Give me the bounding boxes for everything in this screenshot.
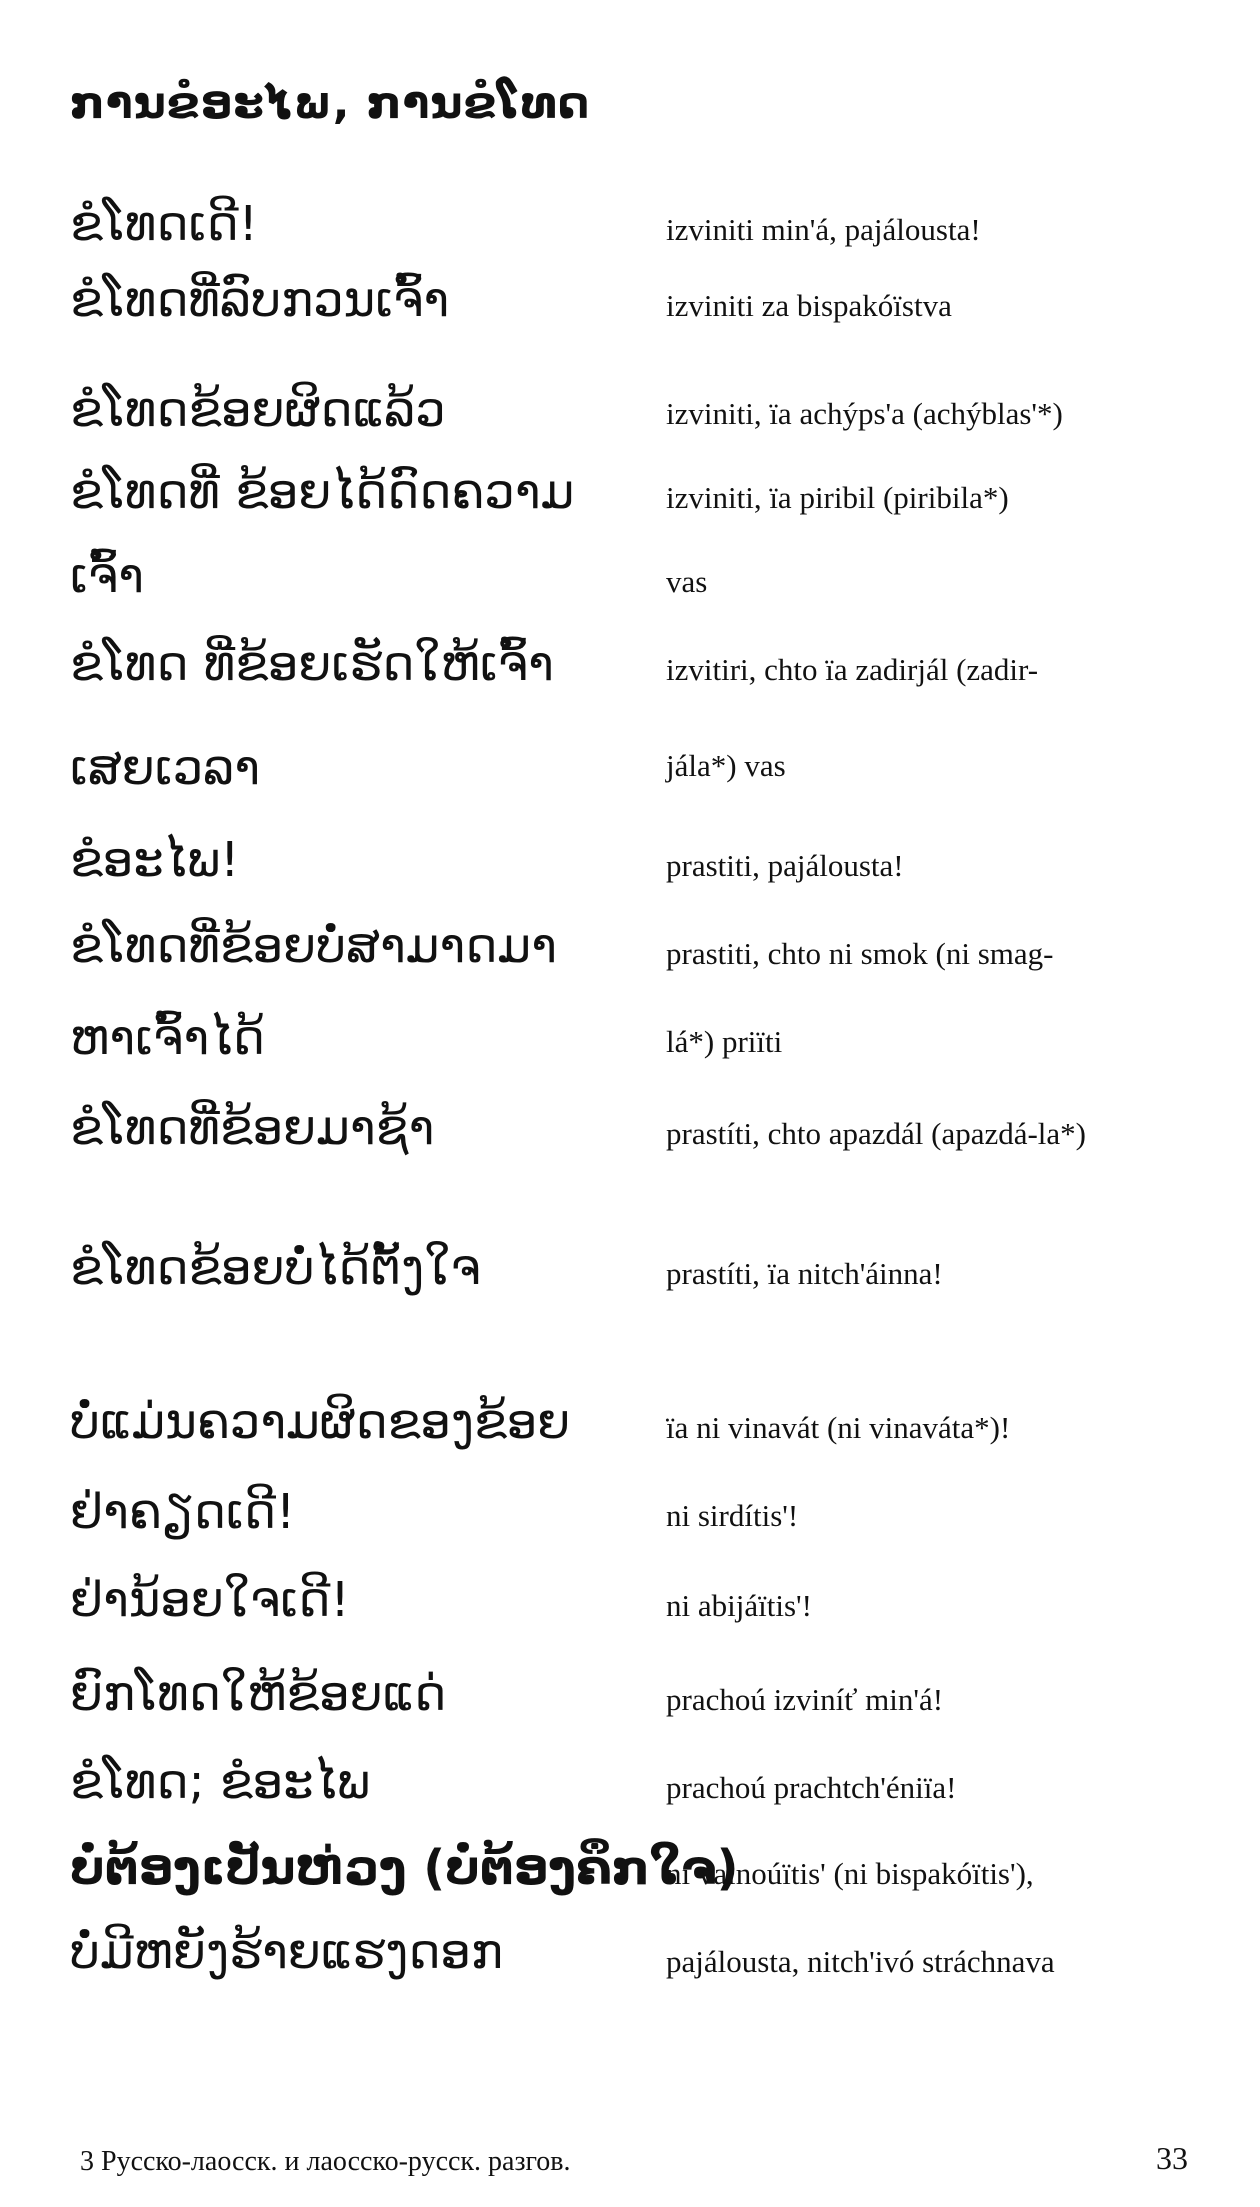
lao-phrase: ຂໍໂທດ ທີ່ຂ້ອຍເຮັດໃຫ້ເຈົ້າ — [70, 636, 554, 692]
lao-phrase: ບໍ່ແມ່ນຄວາມຜິດຂອງຂ້ອຍ — [70, 1394, 571, 1450]
translation: ni abijáïtis'! — [666, 1588, 812, 1623]
footer-signature-note: 3 Русско-лаосск. и лаосско-русск. разгов. — [80, 2146, 571, 2177]
lao-phrase: ຂໍໂທດທີ່ຂ້ອຍມາຊ້າ — [70, 1100, 435, 1156]
lao-phrase: ຢ່ານ້ອຍໃຈເດີ! — [70, 1572, 350, 1628]
lao-phrase: ຢ່າຄຽດເດີ! — [70, 1484, 296, 1540]
translation: izviniti, ïa piribil (piribila*) — [666, 480, 1009, 515]
translation: prastíti, ïa nitch'áinna! — [666, 1256, 943, 1291]
translation: izviniti za bispakóïstva — [666, 288, 952, 323]
translation: lá*) priïti — [666, 1024, 783, 1059]
translation: izviniti, ïa achýps'a (achýblas'*) — [666, 396, 1063, 431]
lao-phrase: ຂໍໂທດທີ່ຂ້ອຍບໍ່ສາມາດມາ — [70, 918, 557, 974]
lao-phrase: ຫາເຈົ້າໄດ້ — [70, 1010, 265, 1066]
translation: prachoú prachtch'éniïa! — [666, 1770, 957, 1805]
lao-phrase: ຂໍໂທດເດີ! — [70, 196, 258, 252]
lao-phrase: ບໍ່ຕ້ອງເປັນຫ່ວງ (ບໍ່ຕ້ອງຄຶກໃຈ) — [70, 1840, 739, 1896]
lao-phrase: ເຈົ້າ — [70, 548, 145, 604]
section-heading: ການຂໍອະໄພ, ການຂໍໂທດ — [70, 78, 591, 129]
translation: prachoú izviníť min'á! — [666, 1682, 944, 1717]
translation: ni valnoúïtis' (ni bispakóïtis'), — [666, 1856, 1034, 1891]
translation: pajálousta, nitch'ivó stráchnava — [666, 1944, 1055, 1979]
translation: prastiti, chto ni smok (ni smag- — [666, 936, 1054, 971]
lao-phrase: ຂໍໂທດຂ້ອຍຜິດແລ້ວ — [70, 382, 446, 438]
translation: vas — [666, 564, 708, 599]
translation: prastiti, pajálousta! — [666, 848, 904, 883]
lao-phrase: ຂໍໂທດ; ຂໍອະໄພ — [70, 1754, 370, 1810]
translation: izviniti min'á, pajálousta! — [666, 212, 981, 247]
lao-phrase: ຂໍອະໄພ! — [70, 832, 240, 888]
lao-phrase: ເສຍເວລາ — [70, 740, 261, 796]
lao-phrase: ບໍ່ມີຫຍັງຮ້າຍແຮງດອກ — [70, 1924, 504, 1980]
translation: prastíti, chto apazdál (apazdá-la*) — [666, 1116, 1086, 1151]
page-number: 33 — [1156, 2140, 1188, 2176]
lao-phrase: ຂໍໂທດທີ່ ຂ້ອຍໄດ້ດົດຄວາມ — [70, 464, 575, 520]
lao-phrase: ຍົກໂທດໃຫ້ຂ້ອຍແດ່ — [70, 1666, 447, 1722]
lao-phrase: ຂໍໂທດທີ່ລົບກວນເຈົ້າ — [70, 272, 450, 328]
translation: izvitiri, chto ïa zadirjál (zadir- — [666, 652, 1039, 687]
translation: ïa ni vinavát (ni vinaváta*)! — [666, 1410, 1011, 1445]
translation: ni sirdítis'! — [666, 1498, 799, 1533]
translation: jála*) vas — [666, 748, 786, 783]
lao-phrase: ຂໍໂທດຂ້ອຍບໍ່ໄດ້ຕັ້ງໃຈ — [70, 1240, 481, 1296]
